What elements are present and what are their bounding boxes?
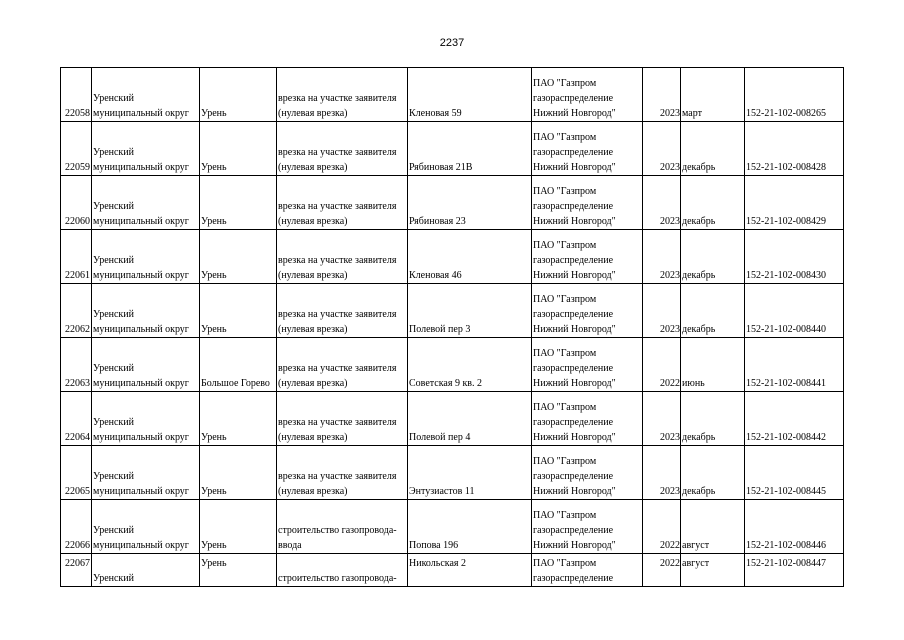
table-row [61,122,844,176]
cell-line: муниципальный округ [93,162,189,173]
cell-line: врезка на участке заявителя [278,201,397,212]
table-row [61,176,844,230]
month-cell: август [681,554,745,587]
cell-line: ПАО "Газпром [533,456,597,467]
district-cell [92,392,200,446]
row-number: 22064 [61,392,92,446]
locality-cell: Урень [200,446,277,500]
cell-line: Уренский [93,93,134,104]
year-cell: 2023 [643,284,681,338]
organization-cell [532,446,643,500]
cell-line: газораспределение [533,255,614,266]
cell-line: Уренский [93,147,134,158]
cell-line: Уренский [93,309,134,320]
locality-cell: Урень [200,284,277,338]
row-number: 22066 [61,500,92,554]
work-type-cell [277,284,408,338]
district-cell [92,338,200,392]
work-type-cell [277,392,408,446]
cell-line [93,556,198,571]
cell-line: газораспределение [533,309,614,320]
cell-line: газораспределение [533,363,614,374]
organization-cell [532,68,643,122]
cell-line: ПАО "Газпром [533,186,597,197]
code-cell: 152-21-102-008445 [745,446,844,500]
cell-line: врезка на участке заявителя [278,93,397,104]
month-cell: август [681,500,745,554]
code-cell: 152-21-102-008447 [745,554,844,587]
address-cell: Советская 9 кв. 2 [408,338,532,392]
cell-line: Нижний Новгород" [533,324,616,335]
year-cell: 2023 [643,446,681,500]
table-row [61,338,844,392]
cell-line: муниципальный округ [93,378,189,389]
code-cell: 152-21-102-008429 [745,176,844,230]
year-cell: 2023 [643,68,681,122]
organization-cell [532,392,643,446]
work-type-cell [277,500,408,554]
organization-cell [532,122,643,176]
row-number: 22067 [61,554,92,587]
cell-line: Нижний Новгород" [533,162,616,173]
locality-cell: Урень [200,176,277,230]
cell-line: ПАО "Газпром [533,78,597,89]
register-table [60,67,844,587]
table-row [61,68,844,122]
month-cell: декабрь [681,446,745,500]
cell-line: Нижний Новгород" [533,540,616,551]
organization-cell [532,554,643,587]
cell-line: муниципальный округ [93,486,189,497]
code-cell: 152-21-102-008440 [745,284,844,338]
district-cell [92,230,200,284]
address-cell: Рябиновая 23 [408,176,532,230]
year-cell: 2022 [643,554,681,587]
code-cell: 152-21-102-008428 [745,122,844,176]
locality-cell: Урень [200,500,277,554]
year-cell: 2022 [643,500,681,554]
locality-cell: Урень [200,122,277,176]
cell-line: Уренский [93,573,134,584]
locality-cell: Урень [200,392,277,446]
cell-line: Нижний Новгород" [533,216,616,227]
year-cell: 2023 [643,176,681,230]
cell-line: ПАО "Газпром [533,348,597,359]
cell-line: (нулевая врезка) [278,216,348,227]
year-cell: 2023 [643,122,681,176]
row-number: 22059 [61,122,92,176]
cell-line: муниципальный округ [93,270,189,281]
cell-line: врезка на участке заявителя [278,309,397,320]
cell-line: Уренский [93,255,134,266]
organization-cell [532,176,643,230]
cell-line: врезка на участке заявителя [278,471,397,482]
address-cell: Кленовая 59 [408,68,532,122]
month-cell: декабрь [681,122,745,176]
organization-cell [532,338,643,392]
cell-line: (нулевая врезка) [278,270,348,281]
cell-line: муниципальный округ [93,216,189,227]
row-number: 22063 [61,338,92,392]
locality-cell: Урень [200,68,277,122]
month-cell: март [681,68,745,122]
cell-line: Уренский [93,417,134,428]
table-row [61,554,844,587]
cell-line: (нулевая врезка) [278,324,348,335]
cell-line: муниципальный округ [93,108,189,119]
cell-line: (нулевая врезка) [278,378,348,389]
cell-line: врезка на участке заявителя [278,147,397,158]
address-cell: Никольская 2 [408,554,532,587]
cell-line: ПАО "Газпром [533,294,597,305]
row-number: 22060 [61,176,92,230]
table-row [61,500,844,554]
district-cell [92,122,200,176]
month-cell: декабрь [681,230,745,284]
work-type-cell [277,446,408,500]
work-type-cell [277,68,408,122]
cell-line: врезка на участке заявителя [278,255,397,266]
locality-cell: Урень [200,230,277,284]
cell-line: муниципальный округ [93,540,189,551]
code-cell: 152-21-102-008265 [745,68,844,122]
cell-line: муниципальный округ [93,432,189,443]
work-type-cell [277,554,408,587]
address-cell: Попова 196 [408,500,532,554]
cell-line: Нижний Новгород" [533,270,616,281]
cell-line: ПАО "Газпром [533,240,597,251]
row-number: 22065 [61,446,92,500]
address-cell: Полевой пер 4 [408,392,532,446]
cell-line: Нижний Новгород" [533,108,616,119]
cell-line: газораспределение [533,147,614,158]
work-type-cell [277,176,408,230]
code-cell: 152-21-102-008446 [745,500,844,554]
cell-line: ПАО "Газпром [533,132,597,143]
code-cell: 152-21-102-008441 [745,338,844,392]
cell-line: газораспределение [533,573,614,584]
cell-line: газораспределение [533,525,614,536]
district-cell [92,176,200,230]
year-cell: 2023 [643,230,681,284]
register-rows [61,68,844,587]
locality-cell: Урень [200,554,277,587]
row-number: 22062 [61,284,92,338]
cell-line: врезка на участке заявителя [278,417,397,428]
cell-line: врезка на участке заявителя [278,363,397,374]
month-cell: июнь [681,338,745,392]
cell-line: ПАО "Газпром [533,558,597,569]
organization-cell [532,230,643,284]
district-cell [92,554,200,587]
work-type-cell [277,122,408,176]
locality-cell: Большое Горево [200,338,277,392]
cell-line: строительство газопровода- [278,573,397,584]
cell-line: Нижний Новгород" [533,486,616,497]
cell-line: Уренский [93,363,134,374]
cell-line: (нулевая врезка) [278,162,348,173]
cell-line: муниципальный округ [93,324,189,335]
table-row [61,392,844,446]
cell-line: Уренский [93,201,134,212]
address-cell: Рябиновая 21В [408,122,532,176]
work-type-cell [277,338,408,392]
cell-line: ПАО "Газпром [533,402,597,413]
organization-cell [532,500,643,554]
cell-line: (нулевая врезка) [278,432,348,443]
cell-line: газораспределение [533,201,614,212]
cell-line: строительство газопровода- [278,525,397,536]
district-cell [92,500,200,554]
cell-line: Уренский [93,525,134,536]
cell-line: ввода [278,540,302,551]
cell-line: газораспределение [533,471,614,482]
cell-line: газораспределение [533,93,614,104]
year-cell: 2022 [643,338,681,392]
month-cell: декабрь [681,284,745,338]
address-cell: Кленовая 46 [408,230,532,284]
district-cell [92,446,200,500]
table-row [61,230,844,284]
code-cell: 152-21-102-008430 [745,230,844,284]
month-cell: декабрь [681,392,745,446]
cell-line: Нижний Новгород" [533,432,616,443]
cell-line: (нулевая врезка) [278,486,348,497]
year-cell: 2023 [643,392,681,446]
cell-line: Уренский [93,471,134,482]
table-row [61,446,844,500]
cell-line: Нижний Новгород" [533,378,616,389]
code-cell: 152-21-102-008442 [745,392,844,446]
address-cell: Полевой пер 3 [408,284,532,338]
row-number: 22061 [61,230,92,284]
cell-line [278,556,406,571]
month-cell: декабрь [681,176,745,230]
address-cell: Энтузиастов 11 [408,446,532,500]
cell-line: газораспределение [533,417,614,428]
district-cell [92,284,200,338]
page-number: 2237 [439,37,465,49]
cell-line: (нулевая врезка) [278,108,348,119]
district-cell [92,68,200,122]
organization-cell [532,284,643,338]
row-number: 22058 [61,68,92,122]
cell-line: ПАО "Газпром [533,510,597,521]
work-type-cell [277,230,408,284]
table-row [61,284,844,338]
